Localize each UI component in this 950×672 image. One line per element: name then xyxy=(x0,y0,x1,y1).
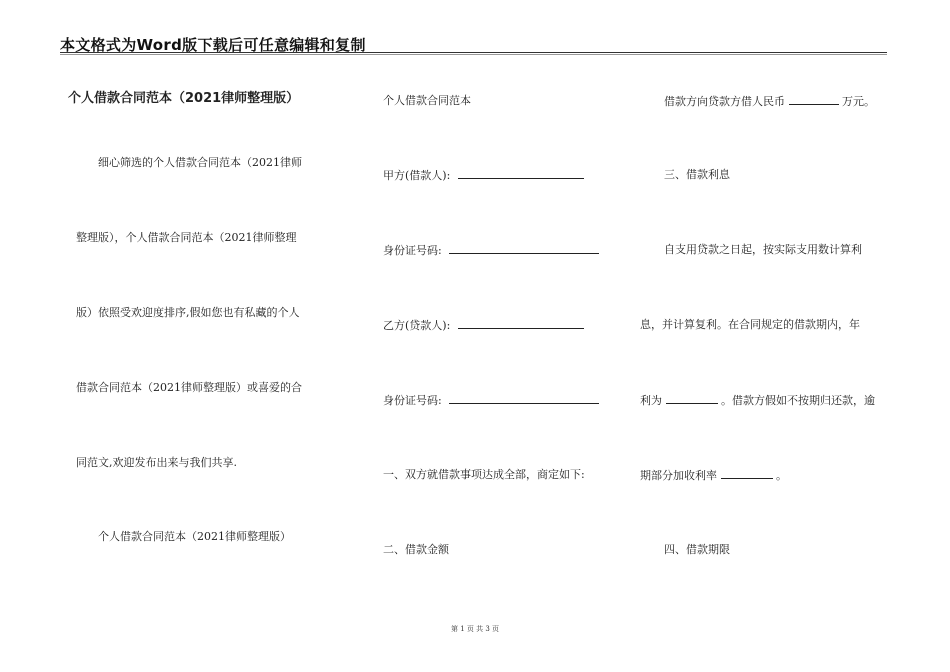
document-title: 个人借款合同范本（2021律师整理版） xyxy=(68,91,300,106)
interest-line-4-post: 。 xyxy=(776,469,787,482)
page-number: 第 1 页 共 3 页 xyxy=(450,625,500,633)
id-2-blank xyxy=(449,393,599,404)
interest-line-3 xyxy=(640,393,875,408)
party-b-row xyxy=(383,318,584,333)
party-a-row xyxy=(383,168,584,183)
download-banner: 本文格式为Word版下载后可任意编辑和复制 xyxy=(60,36,366,54)
party-b-label: 乙方(贷款人): xyxy=(383,319,451,332)
party-a-label: 甲方(借款人): xyxy=(383,169,451,182)
interest-line-2: 息，并计算复利。在合同规定的借款期内，年 xyxy=(640,318,860,331)
clause-2-heading: 二、借款金额 xyxy=(383,543,449,556)
contract-heading: 个人借款合同范本 xyxy=(383,94,471,107)
clause-1: 一、双方就借款事项达成全部，商定如下: xyxy=(383,468,585,481)
intro-line-5: 同范文,欢迎发布出来与我们共享. xyxy=(76,456,237,469)
intro-line-1: 细心筛选的个人借款合同范本（2021律师 xyxy=(98,156,302,169)
intro-line-4: 借款合同范本（2021律师整理版）或喜爱的合 xyxy=(76,381,302,394)
loan-amount-blank xyxy=(789,94,839,105)
loan-amount-post: 万元。 xyxy=(842,95,875,108)
interest-line-1: 自支用贷款之日起，按实际支用数计算利 xyxy=(664,243,862,256)
loan-amount-pre: 借款方向贷款方借人民币 xyxy=(664,95,785,108)
intro-line-3: 版）依照受欢迎度排序,假如您也有私藏的个人 xyxy=(76,306,300,319)
intro-line-2: 整理版），个人借款合同范本（2021律师整理 xyxy=(76,231,297,244)
id-1-row xyxy=(383,243,599,258)
header-divider xyxy=(60,52,887,53)
annual-rate-blank xyxy=(666,393,718,404)
id-2-label: 身份证号码: xyxy=(383,394,442,407)
section-4-heading: 四、借款期限 xyxy=(664,543,730,556)
id-2-row xyxy=(383,393,599,408)
interest-line-3-pre: 利为 xyxy=(640,394,662,407)
header-divider-thin xyxy=(60,54,887,55)
overdue-rate-blank xyxy=(721,468,773,479)
interest-line-4-pre: 期部分加收利率 xyxy=(640,469,717,482)
section-3-heading: 三、借款利息 xyxy=(664,168,730,181)
interest-line-3-post: 。借款方假如不按期归还款，逾 xyxy=(721,394,875,407)
interest-line-4 xyxy=(640,468,787,483)
loan-amount-row xyxy=(664,94,875,109)
id-1-blank xyxy=(449,243,599,254)
contract-subtitle: 个人借款合同范本（2021律师整理版） xyxy=(98,530,291,543)
party-a-blank xyxy=(458,168,584,179)
party-b-blank xyxy=(458,318,584,329)
id-1-label: 身份证号码: xyxy=(383,244,442,257)
